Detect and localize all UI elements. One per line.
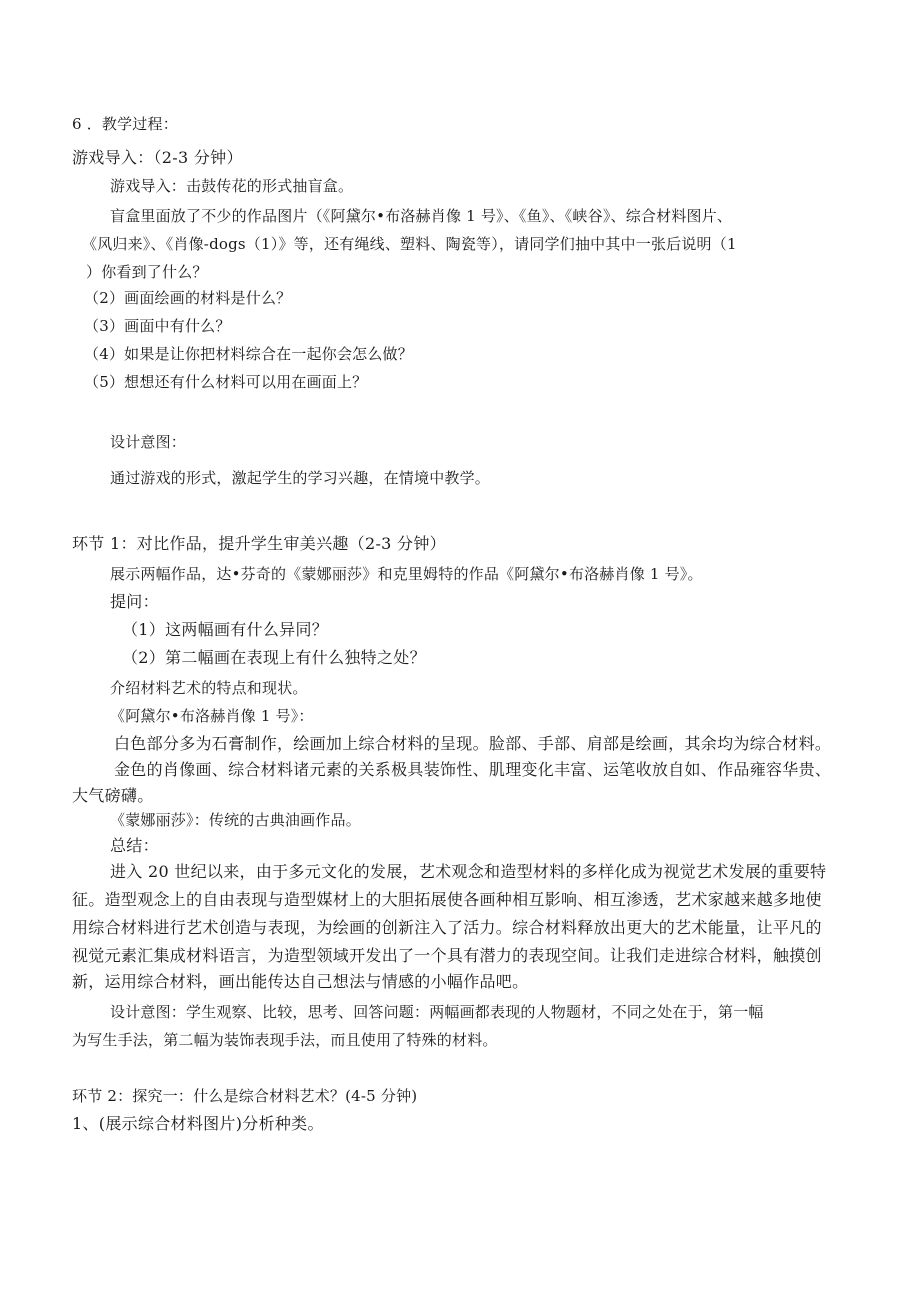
paragraph-line: 《蒙娜丽莎》：传统的古典油画作品。 — [110, 811, 361, 829]
list-item: （1）这两幅画有什么异同？ — [122, 620, 329, 639]
paragraph-line: 游戏导入：击鼓传花的形式抽盲盒。 — [110, 177, 354, 195]
paragraph-line: 《风归来》、《肖像-dogs（1）》等，还有绳线、塑料、陶瓷等），请同学们抽中其中一张后说明（1 — [82, 235, 737, 253]
paragraph-line: 大气磅礴。 — [72, 786, 154, 805]
summary-label: 总结： — [110, 836, 159, 855]
paragraph-line: 新，运用综合材料，画出能传达自己想法与情感的小幅作品吧。 — [72, 972, 529, 991]
list-item: （2）第二幅画在表现上有什么独特之处？ — [122, 648, 426, 667]
paragraph-line: 进入 20 世纪以来，由于多元文化的发展，艺术观念和造型材料的多样化成为视觉艺术发展的重要特 — [110, 862, 827, 881]
paragraph-line: 《阿黛尔•布洛赫肖像 1 号》： — [110, 707, 314, 725]
subsection-heading: 环节 2：探究一：什么是综合材料艺术？(4-5 分钟) — [72, 1087, 418, 1105]
subsection-heading: 环节 1：对比作品，提升学生审美兴趣（2-3 分钟） — [72, 534, 446, 553]
paragraph-line: 视觉元素汇集成材料语言，为造型领域开发出了一个具有潜力的表现空间。让我们走进综合材料，触摸创 — [72, 946, 822, 965]
list-item: （2）画面绘画的材料是什么？ — [84, 289, 292, 307]
paragraph-line: 盲盒里面放了不少的作品图片（《阿黛尔•布洛赫肖像 1 号》、《鱼》、《峡谷》、综合材料图片、 — [110, 207, 733, 225]
list-item: （3）画面中有什么？ — [84, 317, 231, 335]
paragraph-line: 1、(展示综合材料图片)分析种类。 — [72, 1114, 324, 1133]
paragraph-line: 金色的肖像画、综合材料诸元素的关系极具装饰性、肌理变化丰富、运笔收放自如、作品雍容华贵、 — [114, 760, 832, 779]
paragraph-line: 设计意图：学生观察、比较，思考、回答问题：两幅画都表现的人物题材，不同之处在于，第一幅 — [110, 1003, 764, 1021]
paragraph-line: 白色部分多为石膏制作，绘画加上综合材料的呈现。脸部、手部、肩部是绘画，其余均为综合材料。 — [114, 734, 832, 753]
subsection-heading: 游戏导入：（2-3 分钟） — [72, 148, 243, 167]
list-item: （4）如果是让你把材料综合在一起你会怎么做？ — [84, 345, 413, 363]
question-label: 提问： — [110, 592, 159, 611]
paragraph-line: 通过游戏的形式，激起学生的学习兴趣，在情境中教学。 — [110, 469, 491, 487]
list-item: （5）想想还有什么材料可以用在画面上？ — [84, 373, 368, 391]
section-heading: 6 ．教学过程： — [72, 115, 178, 133]
paragraph-line: 征。造型观念上的自由表现与造型媒材上的大胆拓展使各画种相互影响、相互渗透，艺术家越来越多地使 — [72, 890, 822, 909]
paragraph-line: 展示两幅作品，达•芬奇的《蒙娜丽莎》和克里姆特的作品《阿黛尔•布洛赫肖像 1 号》。 — [110, 565, 703, 583]
paragraph-line: 用综合材料进行艺术创造与表现，为绘画的创新注入了活力。综合材料释放出更大的艺术能量，让平凡的 — [72, 918, 822, 937]
paragraph-line: 介绍材料艺术的特点和现状。 — [110, 679, 308, 697]
design-intent-label: 设计意图： — [110, 433, 187, 451]
paragraph-line: 为写生手法，第二幅为装饰表现手法，而且使用了特殊的材料。 — [72, 1031, 498, 1049]
paragraph-line: ）你看到了什么？ — [86, 263, 208, 281]
